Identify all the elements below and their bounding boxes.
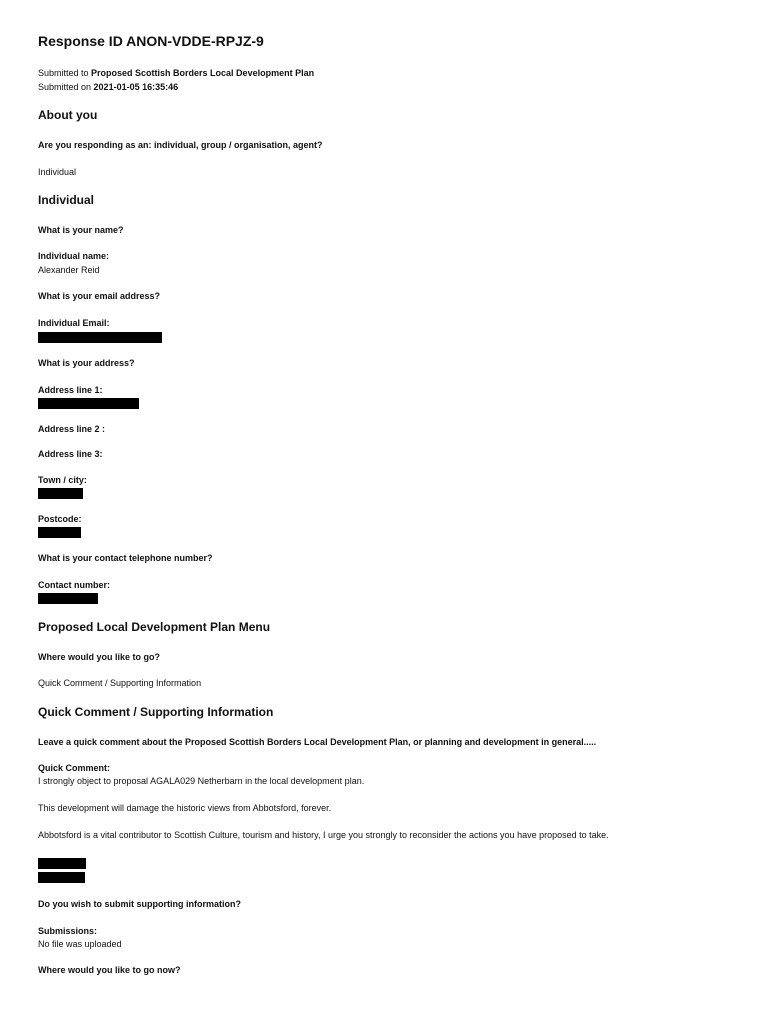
quick-comment-para-3: Abbotsford is a vital contributor to Scottish Culture, tourism and history, I urge you strongly to reconsider the actions you have proposed to take. <box>38 830 609 840</box>
postcode-redaction <box>38 527 81 538</box>
submitted-to-value: Proposed Scottish Borders Local Development Plan <box>91 68 315 78</box>
submitted-on-value: 2021-01-05 16:35:46 <box>93 82 179 92</box>
town-label: Town / city: <box>38 475 87 485</box>
address-line1-redaction <box>38 398 139 409</box>
submitted-on-prefix: Submitted on <box>38 82 94 92</box>
quick-comment-label: Quick Comment: <box>38 763 111 773</box>
signature-redaction-2 <box>38 872 85 883</box>
phone-redaction <box>38 593 98 604</box>
address-line2-label: Address line 2 : <box>38 424 106 434</box>
address-question: What is your address? <box>38 358 135 368</box>
submitted-to-prefix: Submitted to <box>38 68 92 78</box>
quick-comment-para-1: I strongly object to proposal AGALA029 Netherbarn in the local development plan. <box>38 776 365 786</box>
plan-menu-question: Where would you like to go? <box>38 652 161 662</box>
name-label: Individual name: <box>38 251 110 261</box>
quick-comment-heading: Quick Comment / Supporting Information <box>38 705 274 719</box>
submitted-on-line <box>38 82 178 92</box>
email-redaction <box>38 332 162 343</box>
next-destination-question: Where would you like to go now? <box>38 965 181 975</box>
email-label: Individual Email: <box>38 318 110 328</box>
supporting-info-question: Do you wish to submit supporting information? <box>38 899 241 909</box>
individual-heading: Individual <box>38 193 95 207</box>
plan-menu-answer: Quick Comment / Supporting Information <box>38 678 202 688</box>
submitted-to-line <box>38 68 314 78</box>
plan-menu-heading: Proposed Local Development Plan Menu <box>38 620 271 634</box>
phone-label: Contact number: <box>38 580 110 590</box>
submissions-label: Submissions: <box>38 926 98 936</box>
quick-comment-para-2: This development will damage the historic views from Abbotsford, forever. <box>38 803 332 813</box>
quick-comment-question: Leave a quick comment about the Proposed Scottish Borders Local Development Plan, or planning and development in general..... <box>38 737 597 747</box>
address-line1-label: Address line 1: <box>38 385 103 395</box>
postcode-label: Postcode: <box>38 514 82 524</box>
submissions-value: No file was uploaded <box>38 939 122 949</box>
town-redaction <box>38 488 83 499</box>
signature-redaction-1 <box>38 858 86 869</box>
respondent-type-question: Are you responding as an: individual, group / organisation, agent? <box>38 140 323 150</box>
response-title: Response ID ANON-VDDE-RPJZ-9 <box>38 33 264 49</box>
about-you-heading: About you <box>38 108 98 122</box>
name-value: Alexander Reid <box>38 265 100 275</box>
phone-question: What is your contact telephone number? <box>38 553 213 563</box>
respondent-type-answer: Individual <box>38 167 77 177</box>
email-question: What is your email address? <box>38 291 161 301</box>
name-question: What is your name? <box>38 225 124 235</box>
address-line3-label: Address line 3: <box>38 449 103 459</box>
